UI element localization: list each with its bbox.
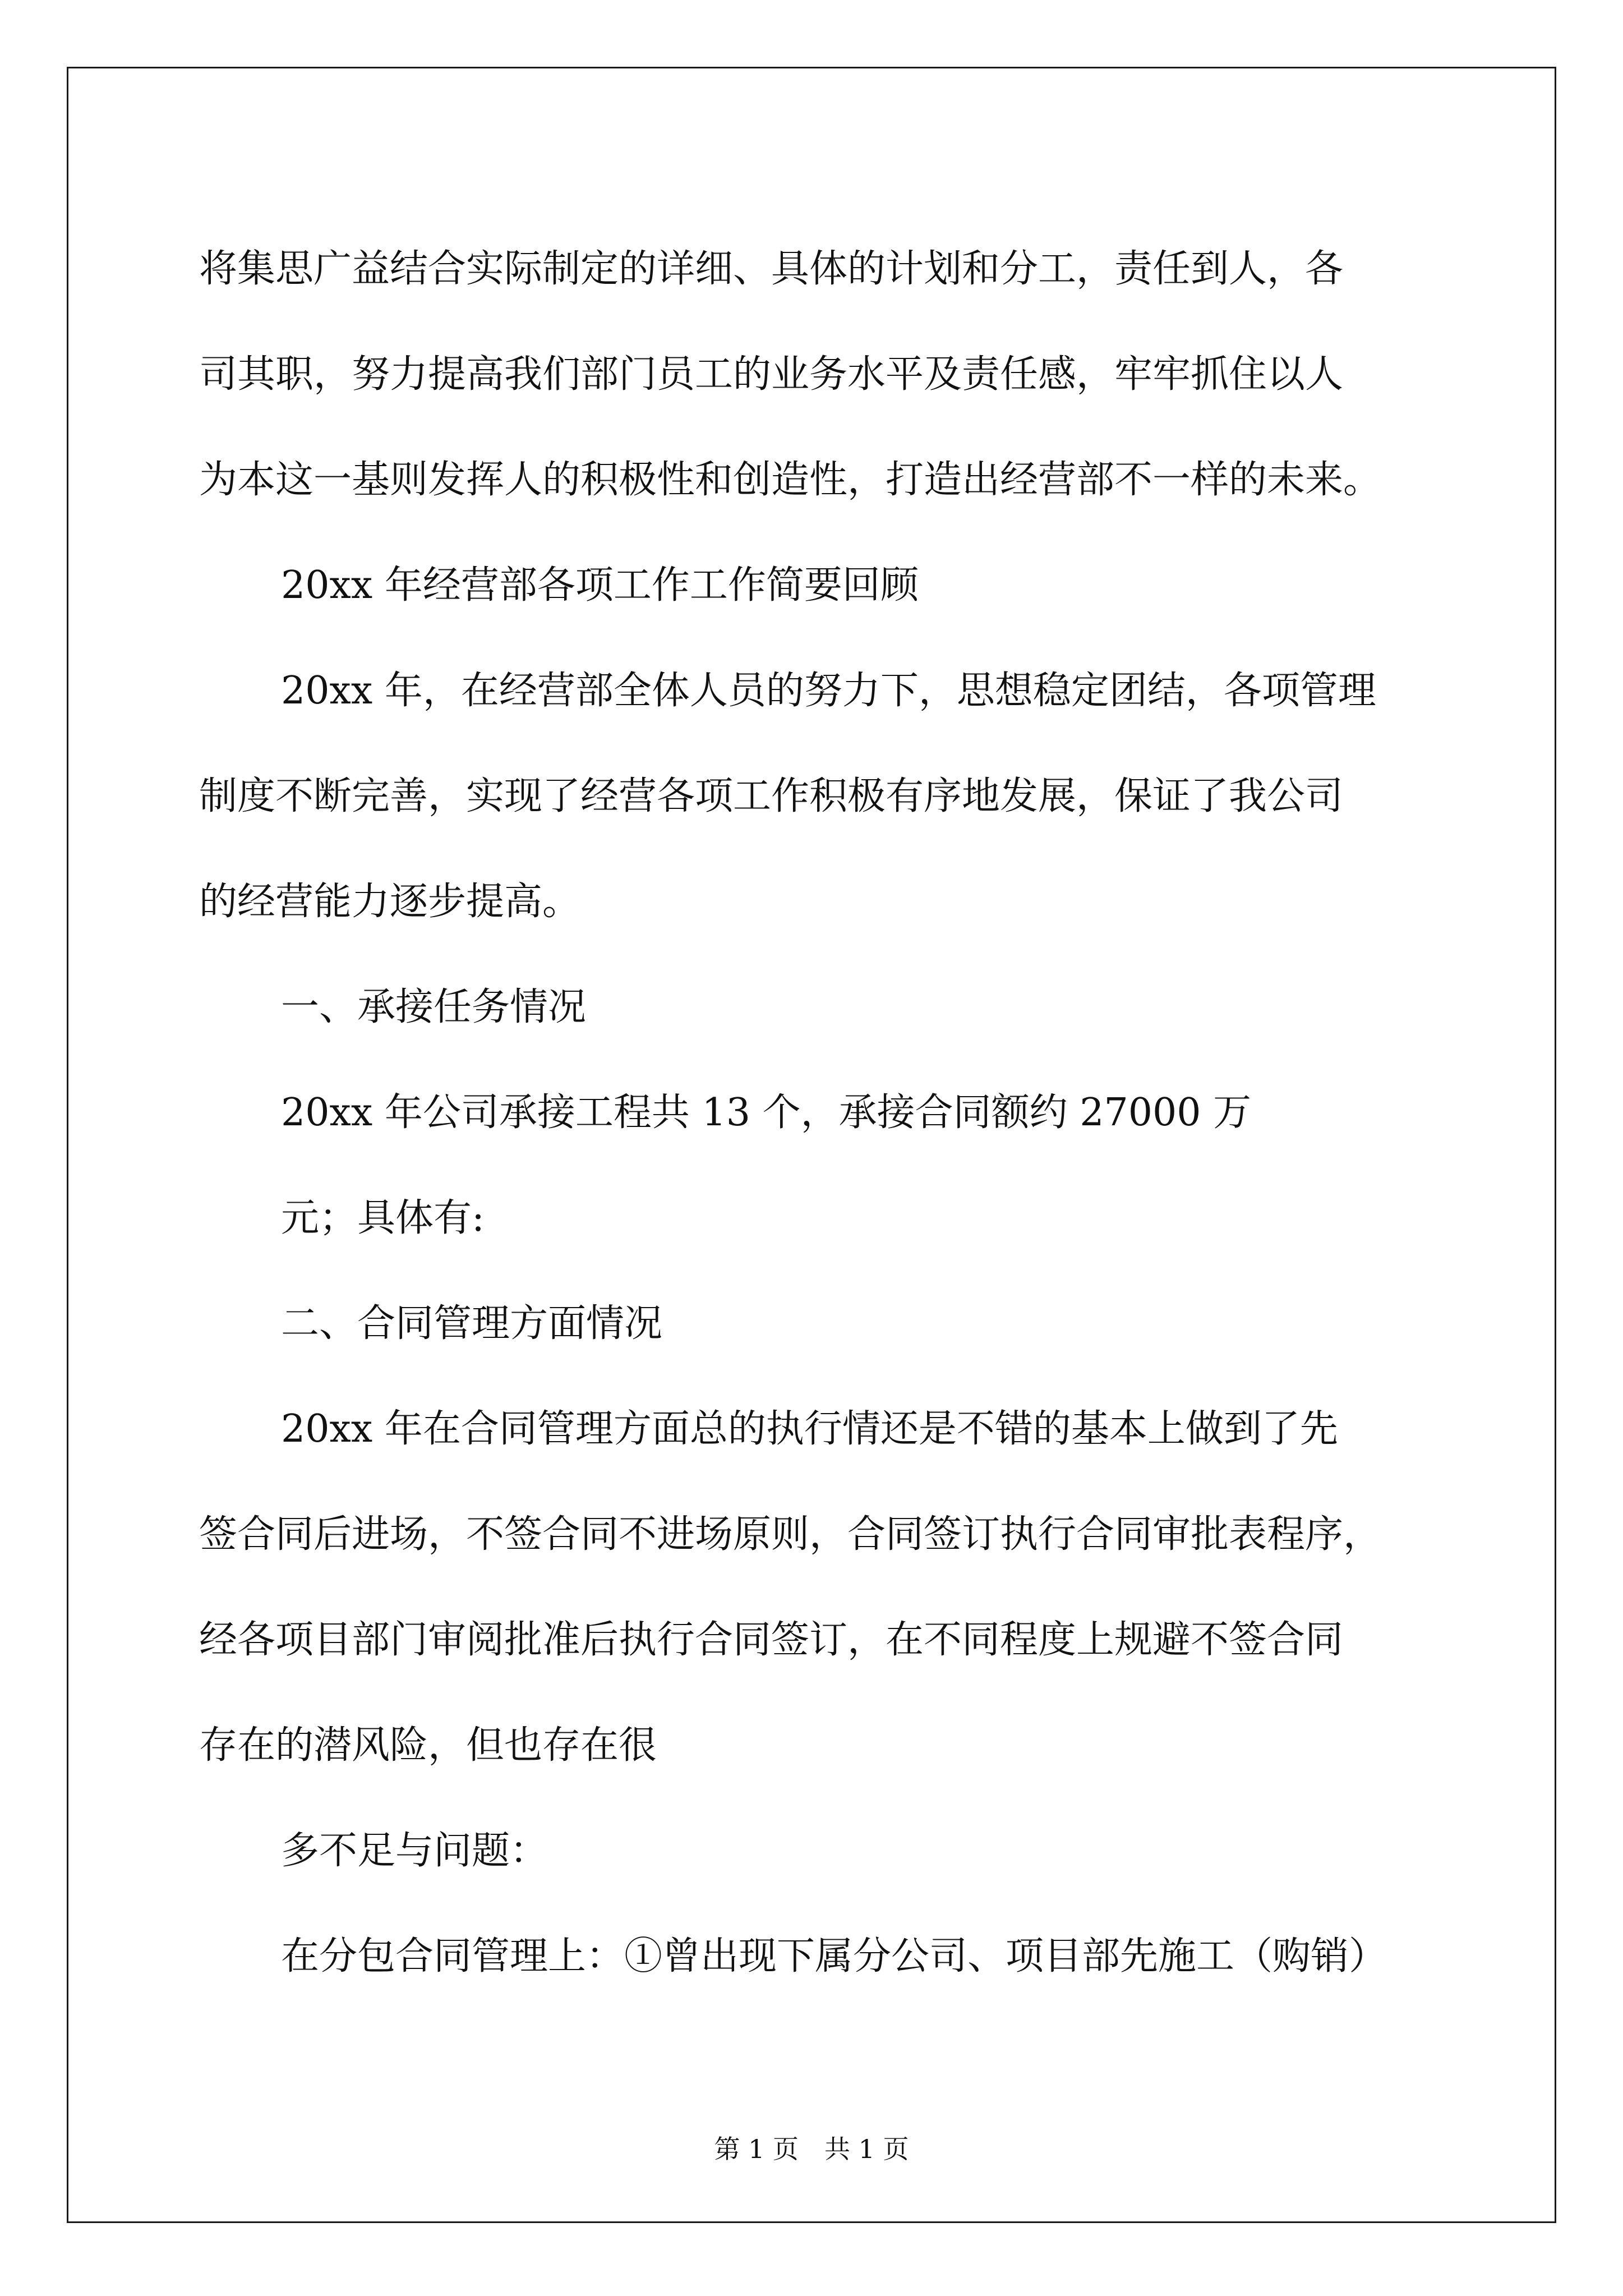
text-line: 签合同后进场，不签合同不进场原则，合同签订执行合同审批表程序， — [199, 1512, 1382, 1557]
section-heading: 20xx 年经营部各项工作工作简要回顾 — [281, 563, 919, 608]
text-line: 20xx 年公司承接工程共 13 个，承接合同额约 27000 万 — [281, 1091, 1252, 1135]
document-body — [199, 217, 1438, 2009]
text-line: 制度不断完善，实现了经营各项工作积极有序地发展，保证了我公司 — [199, 774, 1344, 818]
text-line: 在分包合同管理上：①曾出现下属分公司、项目部先施工（购销） — [281, 1934, 1387, 1978]
text-line: 经各项目部门审阅批准后执行合同签订，在不同程度上规避不签合同 — [199, 1618, 1344, 1662]
text-line: 20xx 年，在经营部全体人员的努力下，思想稳定团结，各项管理 — [281, 669, 1376, 713]
section-heading: 一、承接任务情况 — [281, 985, 587, 1029]
text-line: 多不足与问题： — [281, 1829, 548, 1873]
text-line: 的经营能力逐步提高。 — [199, 880, 581, 924]
text-line: 元；具体有: — [281, 1196, 485, 1240]
page-number-footer: 第 1 页 共 1 页 — [714, 2134, 909, 2164]
text-line: 为本这一基则发挥人的积极性和创造性，打造出经营部不一样的未来。 — [199, 458, 1382, 502]
text-line: 司其职，努力提高我们部门员工的业务水平及责任感，牢牢抓住以人 — [199, 352, 1344, 397]
text-line: 存在的潜风险，但也存在很 — [199, 1723, 657, 1768]
text-line: 20xx 年在合同管理方面总的执行情还是不错的基本上做到了先 — [281, 1407, 1338, 1451]
text-line: 将集思广益结合实际制定的详细、具体的计划和分工，责任到人，各 — [199, 247, 1344, 291]
section-heading: 二、合同管理方面情况 — [281, 1301, 663, 1346]
